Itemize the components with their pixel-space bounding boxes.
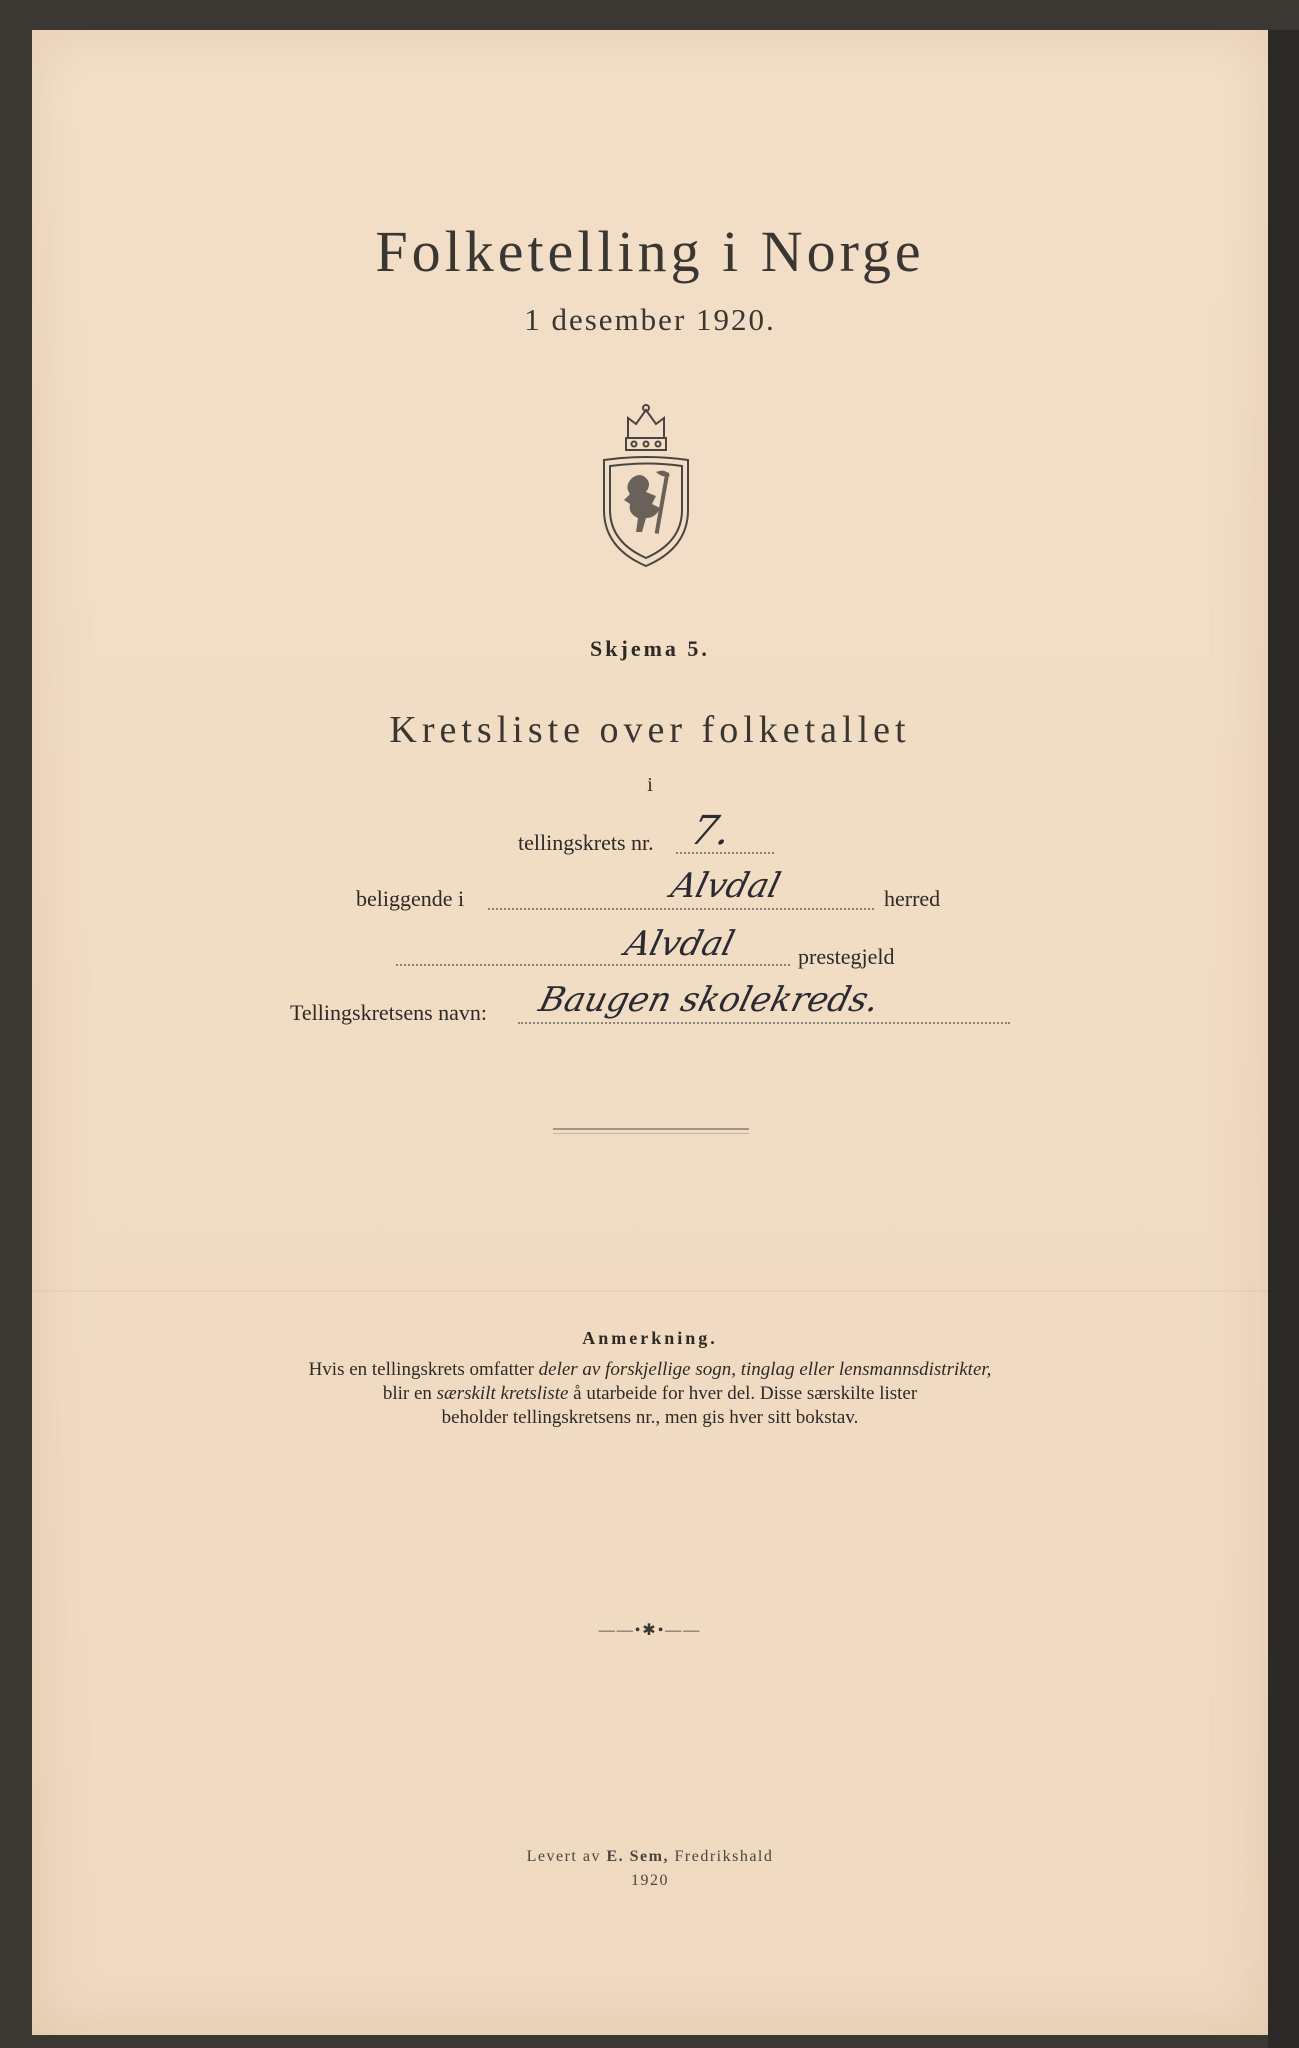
krets-label: tellingskrets nr.: [518, 830, 654, 855]
coat-of-arms-icon: [598, 400, 694, 570]
printer-credit-prefix: Levert av: [526, 1848, 607, 1865]
herred-label: herred: [884, 886, 941, 911]
prestegjeld-dotted-line: [396, 964, 790, 966]
scan-border: [1268, 30, 1299, 2048]
note-line-2-text-end: å utarbeide for hver del. Disse særskilte lister: [568, 1383, 918, 1404]
krets-name-dotted-line: [518, 1022, 1010, 1024]
herred-dotted-line: [488, 908, 874, 910]
beliggende-label: beliggende i: [356, 886, 465, 911]
ornament-divider: ——•✱•——: [598, 1622, 702, 1639]
note-line-1: [32, 1358, 1268, 1382]
note-line-2-text: blir en: [382, 1383, 437, 1404]
krets-number-value: 7.: [686, 808, 736, 854]
note-line-1-italic: deler av forskjellige sogn, tinglag eller lensmannsdistrikter,: [538, 1359, 992, 1380]
print-year: 1920: [631, 1872, 669, 1889]
printer-name: E. Sem,: [606, 1848, 669, 1865]
section-divider-thin: [553, 1133, 749, 1134]
krets-name-label: Tellingskretsens navn:: [290, 1000, 488, 1025]
note-line-1-text: Hvis en tellingskrets omfatter: [308, 1359, 539, 1380]
printer-credit: [32, 1848, 1268, 1866]
paper-fold: [32, 1290, 1268, 1292]
preposition-text: i: [647, 774, 653, 796]
herred-value: Alvdal: [667, 866, 785, 906]
prestegjeld-value: Alvdal: [621, 924, 739, 964]
form-heading: Kretsliste over folketallet: [389, 709, 911, 751]
note-line-3: beholder tellingskretsens nr., men gis hver sitt bokstav.: [441, 1407, 859, 1428]
section-divider: [553, 1128, 749, 1130]
schema-number: Skjema 5.: [590, 636, 710, 661]
printer-location: Fredrikshald: [668, 1848, 774, 1865]
note-line-2: [32, 1382, 1268, 1406]
krets-name-value: Baugen skolekreds.: [535, 980, 884, 1020]
note-line-2-italic: særskilt kretsliste: [436, 1383, 569, 1404]
document-title: Folketelling i Norge: [375, 219, 925, 284]
census-date: 1 desember 1920.: [524, 302, 776, 337]
prestegjeld-label: prestegjeld: [798, 944, 895, 969]
note-title: Anmerkning.: [582, 1328, 718, 1348]
